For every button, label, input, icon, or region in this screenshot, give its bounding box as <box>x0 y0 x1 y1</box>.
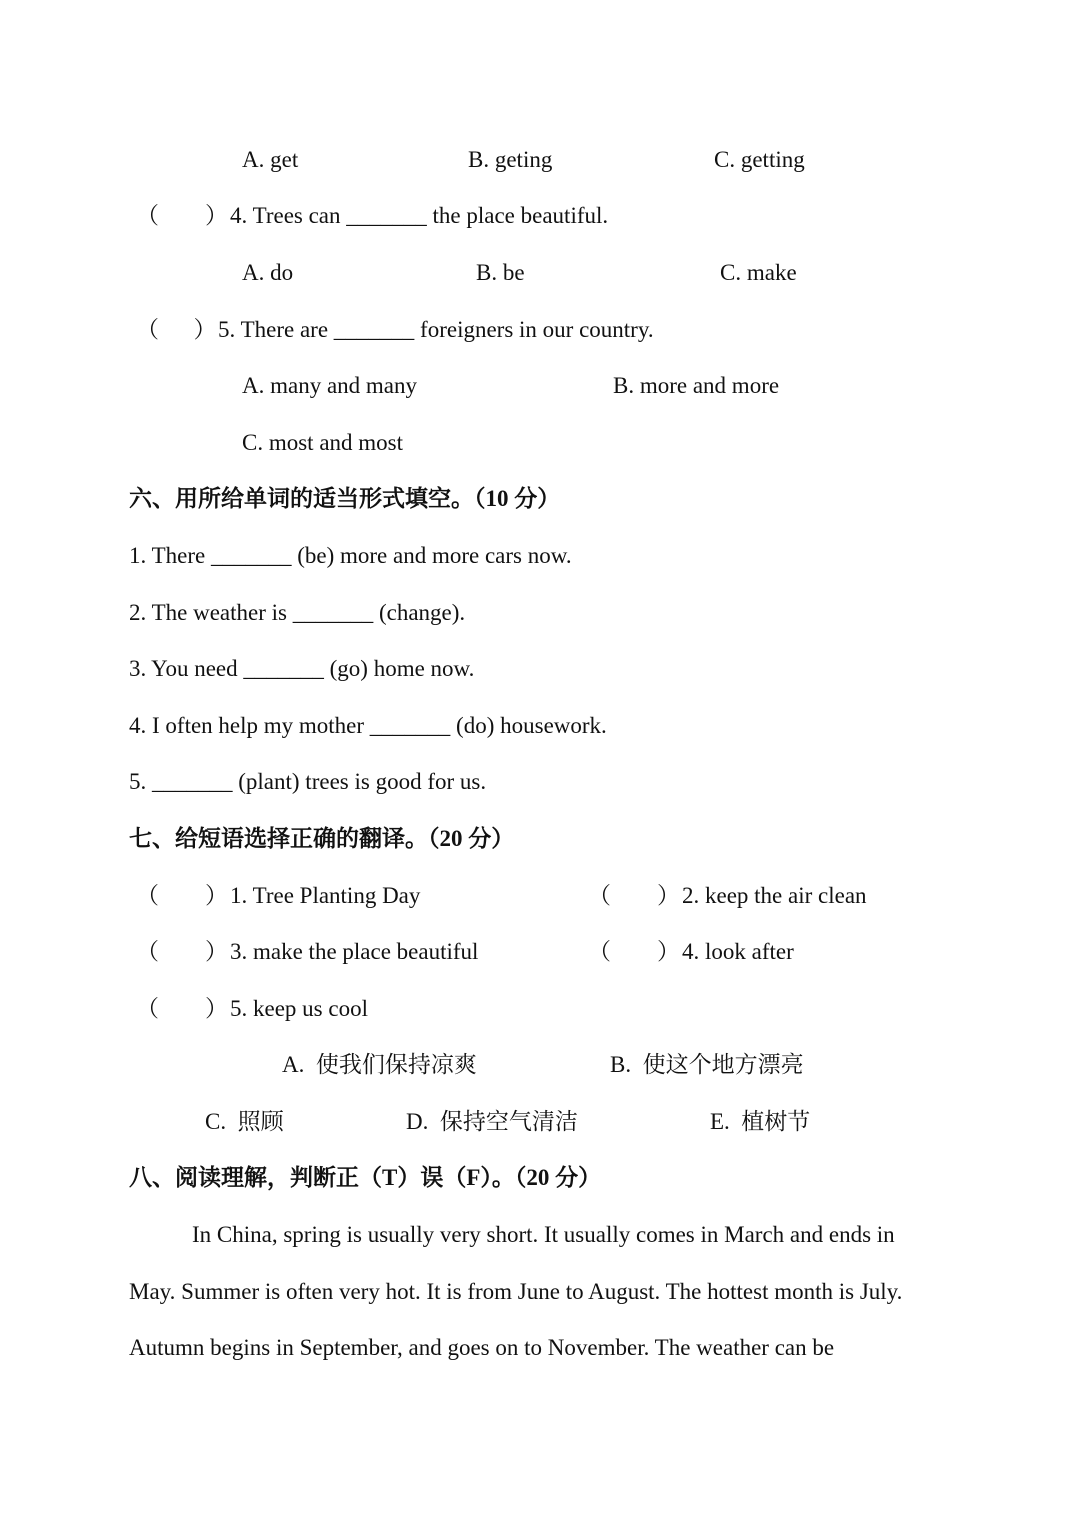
q5-option-b: B. more and more <box>613 373 780 398</box>
section7-item-4: 4. look after <box>682 939 794 964</box>
section6-item-5: 5. _______ (plant) trees is good for us. <box>129 769 487 794</box>
section7-item-5: 5. keep us cool <box>230 996 368 1021</box>
q5-option-c: C. most and most <box>242 430 404 455</box>
q3-option-a: A. get <box>242 147 299 172</box>
q4-stem: 4. Trees can _______ the place beautiful. <box>230 203 609 228</box>
section6-item-2: 2. The weather is _______ (change). <box>129 600 466 625</box>
section8-passage-line-1: In China, spring is usually very short. It usually comes in March and ends in <box>192 1222 895 1247</box>
section7-paren-1: （ ） <box>136 883 228 908</box>
section7-paren-5: （ ） <box>136 996 228 1021</box>
section7-paren-2: （ ） <box>588 883 680 908</box>
q3-option-b: B. geting <box>468 147 553 172</box>
q4-option-c: C. make <box>720 260 797 285</box>
section6-item-1: 1. There _______ (be) more and more cars now. <box>129 543 572 568</box>
section8-passage-line-2: May. Summer is often very hot. It is from June to August. The hottest month is July. <box>129 1279 903 1304</box>
q5-answer-paren: （ ） <box>136 317 217 342</box>
q4-option-a: A. do <box>242 260 294 285</box>
section7-option-c: C. 照顾 <box>205 1109 284 1134</box>
section6-item-4: 4. I often help my mother _______ (do) housework. <box>129 713 607 738</box>
section7-item-2: 2. keep the air clean <box>682 883 867 908</box>
section7-title: 七、给短语选择正确的翻译。（20 分） <box>129 826 515 851</box>
q5-stem: 5. There are _______ foreigners in our country. <box>218 317 654 342</box>
section8-passage-line-3: Autumn begins in September, and goes on to November. The weather can be <box>129 1335 835 1360</box>
section7-paren-4: （ ） <box>588 939 680 964</box>
section7-paren-3: （ ） <box>136 939 228 964</box>
q5-option-a: A. many and many <box>242 373 418 398</box>
section7-option-b: B. 使这个地方漂亮 <box>610 1052 804 1077</box>
section7-option-d: D. 保持空气清洁 <box>406 1109 578 1134</box>
q4-answer-paren: （ ） <box>136 203 228 228</box>
section6-item-3: 3. You need _______ (go) home now. <box>129 656 475 681</box>
section7-option-e: E. 植树节 <box>710 1109 811 1134</box>
section7-item-1: 1. Tree Planting Day <box>230 883 421 908</box>
q4-option-b: B. be <box>476 260 525 285</box>
section7-option-a: A. 使我们保持凉爽 <box>282 1052 477 1077</box>
section6-title: 六、用所给单词的适当形式填空。（10 分） <box>129 486 561 511</box>
q3-option-c: C. getting <box>714 147 805 172</box>
section8-title: 八、阅读理解，判断正（T）误（F）。（20 分） <box>129 1165 602 1190</box>
section7-item-3: 3. make the place beautiful <box>230 939 479 964</box>
